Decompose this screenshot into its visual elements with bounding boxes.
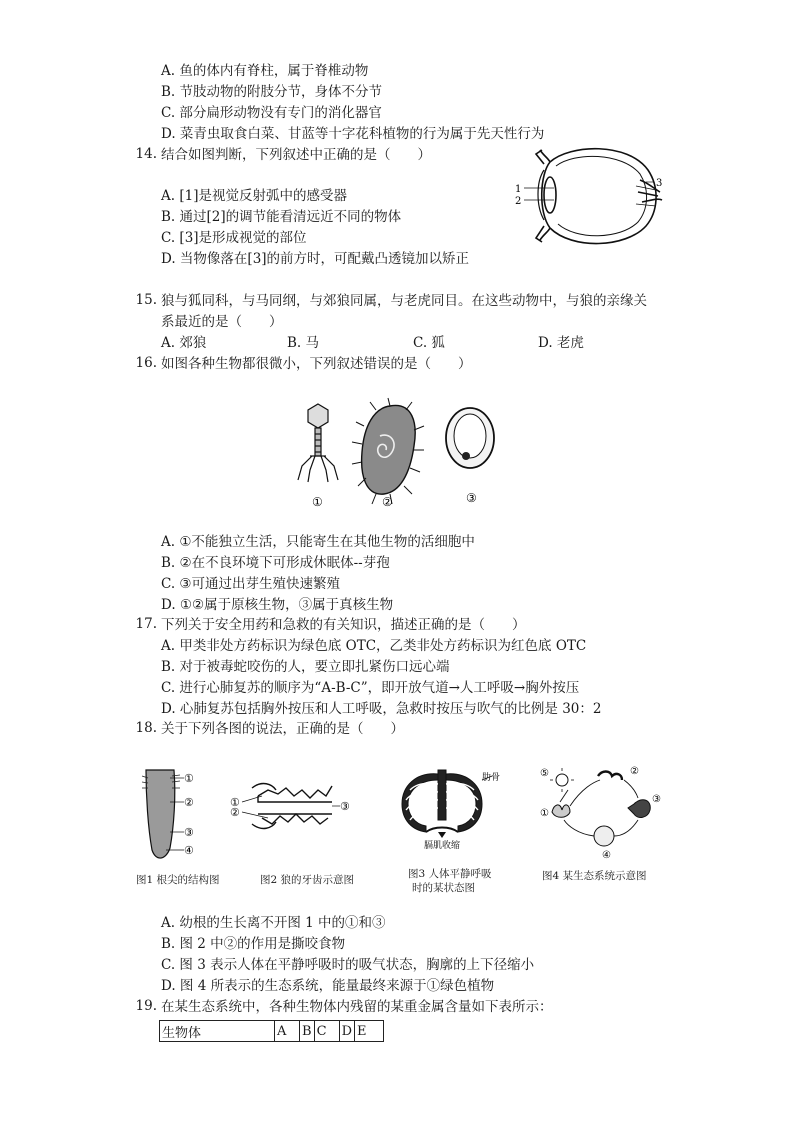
q18-stem: 关于下列各图的说法，正确的是（ ） <box>161 721 404 737</box>
question-number: 19. <box>135 998 157 1014</box>
table-cell: D <box>339 1021 354 1042</box>
q17-stem: 下列关于安全用药和急救的有关知识，描述正确的是（ ） <box>161 617 526 633</box>
bacterium-drawing <box>352 398 424 504</box>
fig3-caption-line1: 图3 人体平静呼吸 <box>408 868 492 880</box>
q14-option-c: C. [3]是形成视觉的部位 <box>161 230 307 246</box>
teeth-label-3: ③ <box>340 800 350 813</box>
q17-option-b: B. 对于被毒蛇咬伤的人，要立即扎紧伤口远心端 <box>161 659 450 675</box>
eye-label-2: 2 <box>515 196 522 207</box>
root-label-2: ② <box>184 796 194 809</box>
q16-option-d: D. ①②属于原核生物，③属于真核生物 <box>161 597 394 613</box>
q16-stem: 如图各种生物都很微小，下列叙述错误的是（ ） <box>161 356 472 372</box>
microorganisms-figure <box>280 396 510 512</box>
heavy-metal-table <box>159 1020 384 1042</box>
root-label-3: ③ <box>184 826 194 839</box>
q18-option-b: B. 图 2 中②的作用是撕咬食物 <box>161 936 346 952</box>
eco-label-2: ② <box>630 766 639 777</box>
q13-option-a: A. 鱼的体内有脊柱，属于脊椎动物 <box>161 63 369 79</box>
question-number: 16. <box>135 355 157 371</box>
q16-option-b: B. ②在不良环境下可形成休眠体--芽孢 <box>161 555 390 571</box>
root-label-1: ① <box>184 772 194 785</box>
bacteriophage-drawing <box>298 404 338 482</box>
question-number: 15. <box>135 292 157 308</box>
organism-label-1: ① <box>312 495 323 509</box>
q14-option-b: B. 通过[2]的调节能看清远近不同的物体 <box>161 209 402 225</box>
question-number: 18. <box>135 720 157 736</box>
fig1-caption: 图1 根尖的结构图 <box>136 874 220 886</box>
table-cell: B <box>300 1021 315 1042</box>
q17-option-c: C. 进行心肺复苏的顺序为“A-B-C”，即开放气道→人工呼吸→胸外按压 <box>161 680 580 696</box>
eco-label-1: ① <box>540 808 549 819</box>
q15-stem-line2: 系最近的是（ ） <box>161 314 283 330</box>
rib-label: 肋骨 <box>482 773 501 783</box>
q13-option-b: B. 节肢动物的附肢分节，身体不分节 <box>161 84 383 100</box>
fig2-caption: 图2 狼的牙齿示意图 <box>260 874 355 886</box>
eye-label-3: 3 <box>656 178 663 189</box>
q14-stem: 结合如图判断，下列叙述中正确的是（ ） <box>161 147 431 163</box>
q13-option-c: C. 部分扁形动物没有专门的消化器官 <box>161 105 382 121</box>
fig4-caption: 图4 某生态系统示意图 <box>542 870 647 882</box>
table-cell: A <box>275 1021 300 1042</box>
yeast-cell-drawing <box>446 408 494 468</box>
eye-label-1: 1 <box>515 184 522 195</box>
q13-option-d: D. 菜青虫取食白菜、甘蓝等十字花科植物的行为属于先天性行为 <box>161 126 545 142</box>
question-number: 17. <box>135 616 157 632</box>
organism-label-3: ③ <box>466 491 477 505</box>
q18-option-c: C. 图 3 表示人体在平静呼吸时的吸气状态，胸廓的上下径缩小 <box>161 957 535 973</box>
eye-diagram <box>510 140 670 252</box>
q15-option-a: A. 郊狼 <box>161 335 207 351</box>
q15-option-d: D. 老虎 <box>538 335 584 351</box>
table-cell: 生物体 <box>160 1021 275 1042</box>
eco-label-4: ④ <box>602 850 611 860</box>
root-tip-figure <box>140 766 230 866</box>
wolf-teeth-figure <box>228 776 358 842</box>
ecosystem-figure <box>538 762 664 860</box>
q15-stem-line1: 狼与狐同科，与马同纲，与郊狼同属，与老虎同目。在这些动物中，与狼的亲缘关 <box>161 293 647 309</box>
eco-label-5: ⑤ <box>540 768 549 779</box>
q19-stem: 在某生态系统中，各种生物体内残留的某重金属含量如下表所示： <box>161 999 553 1015</box>
table-row <box>160 1021 384 1042</box>
q16-option-c: C. ③可通过出芽生殖快速繁殖 <box>161 576 341 592</box>
eco-label-3: ③ <box>652 794 661 805</box>
diaphragm-label: 膈肌收缩 <box>424 841 461 850</box>
fig3-caption-line2: 时的某状态图 <box>412 882 475 894</box>
q17-option-a: A. 甲类非处方药标识为绿色底 OTC，乙类非处方药标识为红色底 OTC <box>161 638 587 654</box>
table-cell: C <box>314 1021 339 1042</box>
q15-option-c: C. 狐 <box>413 335 445 351</box>
q17-option-d: D. 心肺复苏包括胸外按压和人工呼吸，急救时按压与吹气的比例是 30：2 <box>161 701 602 717</box>
organism-label-2: ② <box>382 495 393 509</box>
rib-cage-figure <box>396 766 506 850</box>
q15-option-b: B. 马 <box>287 335 320 351</box>
table-cell: E <box>355 1021 384 1042</box>
root-label-4: ④ <box>184 844 194 857</box>
q14-option-d: D. 当物像落在[3]的前方时，可配戴凸透镜加以矫正 <box>161 251 470 267</box>
q18-option-a: A. 幼根的生长离不开图 1 中的①和③ <box>161 915 386 931</box>
q16-option-a: A. ①不能独立生活，只能寄生在其他生物的活细胞中 <box>161 534 475 550</box>
teeth-label-1: ① <box>230 796 240 809</box>
q14-option-a: A. [1]是视觉反射弧中的感受器 <box>161 188 347 204</box>
question-number: 14. <box>135 146 157 162</box>
q18-option-d: D. 图 4 所表示的生态系统，能量最终来源于①绿色植物 <box>161 978 495 994</box>
teeth-label-2: ② <box>230 806 240 819</box>
